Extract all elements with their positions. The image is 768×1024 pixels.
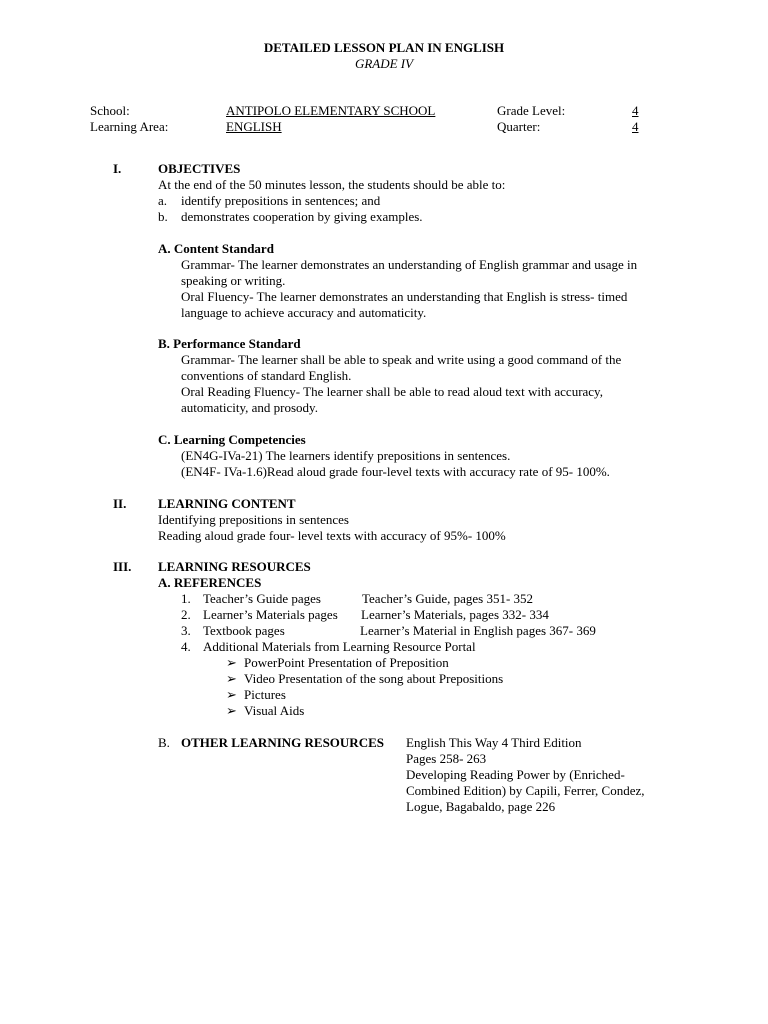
paragraph-line: (EN4G-IVa-21) The learners identify prepositions in sentences. xyxy=(181,448,511,463)
paragraph-line: (EN4F- IVa-1.6)Read aloud grade four-level texts with accuracy rate of 95- 100%. xyxy=(181,464,610,479)
list-item xyxy=(226,703,304,719)
paragraph-line: conventions of standard English. xyxy=(181,368,352,383)
arrow-bullet-icon: ➢ xyxy=(226,687,237,702)
list-marker: b. xyxy=(158,209,168,224)
paragraph-line: Combined Edition) by Capili, Ferrer, Condez, xyxy=(406,783,645,798)
section-numeral: III. xyxy=(113,559,132,574)
paragraph-line: speaking or writing. xyxy=(181,273,286,288)
list-item: identify prepositions in sentences; and xyxy=(181,193,381,208)
grade-level-label: Grade Level: xyxy=(497,103,566,118)
paragraph-line: Developing Reading Power by (Enriched- xyxy=(406,767,625,782)
document-subtitle: GRADE IV xyxy=(354,56,414,71)
reference-value: Teacher’s Guide, pages 351- 352 xyxy=(362,591,534,606)
paragraph-line: Logue, Bagabaldo, page 226 xyxy=(406,799,556,814)
section-title: LEARNING RESOURCES xyxy=(158,559,311,574)
school-label: School: xyxy=(90,103,130,118)
reference-label: Additional Materials from Learning Resource Portal xyxy=(203,639,476,654)
arrow-bullet-icon: ➢ xyxy=(226,671,237,686)
grade-level-value: 4 xyxy=(632,103,639,118)
reference-value: Learner’s Materials, pages 332- 334 xyxy=(361,607,549,622)
list-item: demonstrates cooperation by giving examples. xyxy=(181,209,423,224)
paragraph-line: Identifying prepositions in sentences xyxy=(158,512,349,527)
paragraph-line: Grammar- The learner demonstrates an understanding of English grammar and usage in xyxy=(181,257,638,272)
paragraph-line: automaticity, and prosody. xyxy=(181,400,318,415)
subsection-title: B. Performance Standard xyxy=(158,336,301,351)
paragraph-line: English This Way 4 Third Edition xyxy=(406,735,582,750)
document-title: DETAILED LESSON PLAN IN ENGLISH xyxy=(263,40,505,55)
list-item-text: Visual Aids xyxy=(244,703,305,718)
paragraph-line: Reading aloud grade four- level texts with accuracy of 95%- 100% xyxy=(158,528,506,543)
reference-label: Teacher’s Guide pages xyxy=(203,591,321,606)
list-item xyxy=(226,671,503,687)
paragraph-line: Grammar- The learner shall be able to speak and write using a good command of the xyxy=(181,352,622,367)
subsection-title: OTHER LEARNING RESOURCES xyxy=(181,735,384,750)
list-marker: 2. xyxy=(181,607,191,622)
list-marker: a. xyxy=(158,193,168,208)
objectives-intro: At the end of the 50 minutes lesson, the students should be able to: xyxy=(158,177,506,192)
arrow-bullet-icon: ➢ xyxy=(226,655,237,670)
list-item-text: PowerPoint Presentation of Preposition xyxy=(244,655,449,670)
list-item xyxy=(226,655,449,671)
arrow-bullet-icon: ➢ xyxy=(226,703,237,718)
list-marker: 1. xyxy=(181,591,191,606)
subsection-title: C. Learning Competencies xyxy=(158,432,306,447)
list-item-text: Video Presentation of the song about Prepositions xyxy=(244,671,504,686)
learning-area-value: ENGLISH xyxy=(226,119,282,134)
list-marker: 3. xyxy=(181,623,191,638)
reference-value: Learner’s Material in English pages 367- 369 xyxy=(360,623,596,638)
reference-label: Textbook pages xyxy=(203,623,285,638)
learning-area-label: Learning Area: xyxy=(90,119,169,134)
section-numeral: I. xyxy=(113,161,122,176)
subsection-title: A. REFERENCES xyxy=(158,575,262,590)
quarter-label: Quarter: xyxy=(497,119,541,134)
reference-label: Learner’s Materials pages xyxy=(203,607,338,622)
section-title: OBJECTIVES xyxy=(158,161,241,176)
quarter-value: 4 xyxy=(632,119,639,134)
section-title: LEARNING CONTENT xyxy=(158,496,296,511)
list-marker: 4. xyxy=(181,639,191,654)
paragraph-line: language to achieve accuracy and automaticity. xyxy=(181,305,427,320)
subsection-title: A. Content Standard xyxy=(158,241,274,256)
section-numeral: II. xyxy=(113,496,127,511)
paragraph-line: Oral Fluency- The learner demonstrates an understanding that English is stress- timed xyxy=(181,289,628,304)
paragraph-line: Pages 258- 263 xyxy=(406,751,487,766)
school-value: ANTIPOLO ELEMENTARY SCHOOL xyxy=(226,103,436,118)
list-marker: B. xyxy=(158,735,170,750)
list-item xyxy=(226,687,286,703)
list-item-text: Pictures xyxy=(244,687,286,702)
paragraph-line: Oral Reading Fluency- The learner shall be able to read aloud text with accuracy, xyxy=(181,384,603,399)
